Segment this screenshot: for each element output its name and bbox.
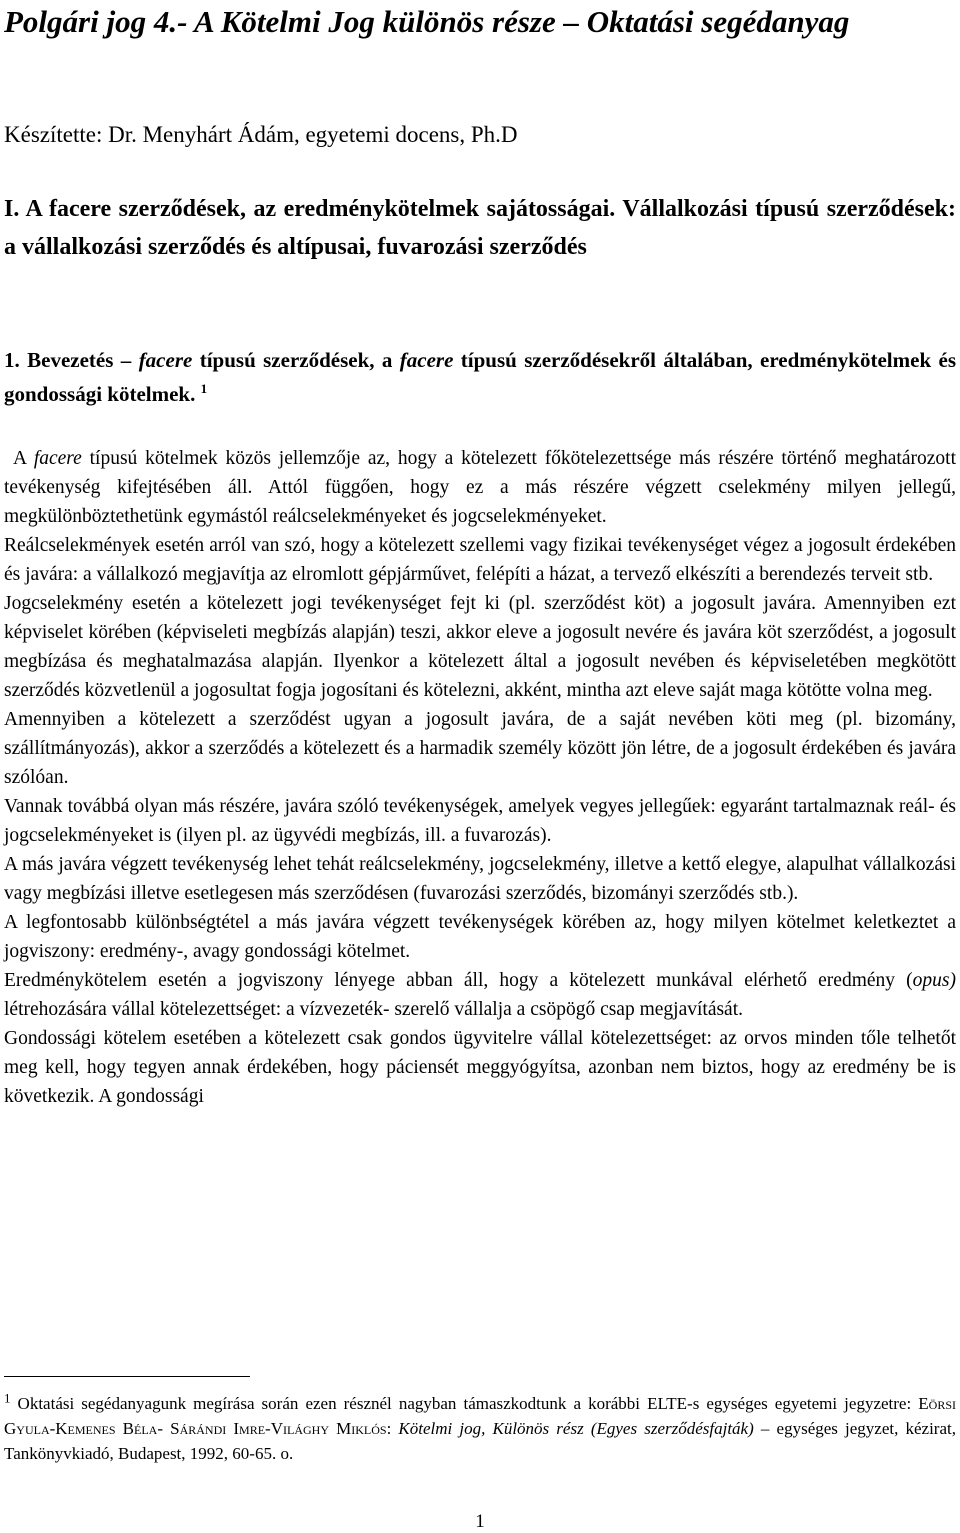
- footnote-reference[interactable]: 1: [200, 381, 208, 396]
- footnote-mark: 1: [4, 1390, 11, 1406]
- footnote: [4, 1391, 956, 1466]
- paragraph: A legfontosabb különbségtétel a más javára végzett tevékenységek körében az, hogy milyen kötelmet keletkeztet a jogviszony: eredmény-, avagy gondossági kötelmet.: [4, 912, 956, 962]
- footnote-authors: Eörsi Gyula-Kemenes Béla- Sárándi Imre-Világhy Miklós: [4, 1394, 956, 1438]
- paragraph: Amennyiben a kötelezett a szerződést ugyan a jogosult javára, de a saját nevében köti meg (pl. bizomány, szállítmányozás), akkor a szerződés a kötelezett és a harmadik személy között jön létre, de a jogosult érdekében és javára szólóan.: [4, 709, 956, 788]
- body-text: [4, 444, 956, 1111]
- footnote-sep: :: [386, 1419, 399, 1438]
- intro-term: facere: [33, 448, 82, 469]
- paragraph: Reálcselekmények esetén arról van szó, hogy a kötelezett szellemi vagy fizikai tevékenységet végez a jogosult érdekében és javára: a vállalkozó megjavítja az elromlott gépjárművet, felépíti a házat, a tervező elkészíti a berendezés terveit stb.: [4, 535, 956, 585]
- author-line: Készítette: Dr. Menyhárt Ádám, egyetemi docens, Ph.D: [4, 122, 518, 147]
- paragraph-part: Eredménykötelem esetén a jogviszony lényege abban áll, hogy a kötelezett munkával elérhető eredmény (: [4, 970, 913, 991]
- intro-rest: típusú kötelmek közös jellemzője az, hogy a kötelezett főkötelezettsége más részére történő meghatározott tevékenység kifejtésében áll. Attól függően, hogy ez a más részére végzett cselekmény milyen jellegű, megkülönböztethetünk egymástól reálcselekményeket és jogcselekményeket.: [4, 448, 956, 527]
- subsection-heading: [4, 343, 956, 411]
- footnote-book-title: Kötelmi jog, Különös rész (Egyes szerződésfajták): [398, 1419, 754, 1438]
- footnote-divider: [4, 1376, 250, 1377]
- paragraph: [4, 966, 956, 1024]
- subsection-prefix: 1. Bevezetés –: [4, 348, 139, 372]
- footnote-text-end: – egységes jegyzet, kézirat, Tankönyvkiadó, Budapest, 1992, 60-65. o.: [4, 1419, 956, 1463]
- subsection-mid-2: típusú szerződésekről általában, eredménykötelmek és gondossági kötelmek.: [4, 348, 956, 406]
- paragraph: Gondossági kötelem esetében a kötelezett csak gondos ügyvitelre vállal kötelezettséget: az orvos minden tőle telhetőt meg kell, hogy tegyen annak érdekében, hogy páciensét meggyógyítsa, azonban nem biztos, hogy az eredmény be is következik. A gondossági: [4, 1028, 956, 1107]
- paragraph: Jogcselekmény esetén a kötelezett jogi tevékenységet fejt ki (pl. szerződést köt) a jogosult javára. Amennyiben ezt képviselet körében (képviseleti megbízás alapján) teszi, akkor eleve a jogosult nevére és javára köt szerződést, a jogosult megbízása és meghatalmazása alapján. Ilyenkor a kötelezett által a jogosult nevében és képviseletében megkötött szerződés közvetlenül a jogosultat fogja jogosítani és kötelezni, akként, mintha azt eleve saját maga kötötte volna meg.: [4, 593, 956, 701]
- subsection-term-2: facere: [399, 348, 454, 372]
- subsection-mid-1: típusú szerződések, a: [192, 348, 400, 372]
- paragraph-intro: [4, 444, 956, 531]
- paragraph: Vannak továbbá olyan más részére, javára szóló tevékenységek, amelyek vegyes jellegűek: egyaránt tartalmaznak reál- és jogcselekményeket is (ilyen pl. az ügyvédi megbízás, ill. a fuvarozás).: [4, 796, 956, 846]
- page-number: 1: [475, 1511, 485, 1532]
- section-heading: I. A facere szerződések, az eredménykötelmek sajátosságai. Vállalkozási típusú szerződések: a vállalkozási szerződés és altípusai, fuvarozási szerződés: [4, 196, 956, 260]
- paragraph: A más javára végzett tevékenység lehet tehát reálcselekmény, jogcselekmény, illetve a kettő elegye, alapulhat vállalkozási vagy megbízási illetve esetlegesen más szerződésen (fuvarozási szerződés, bizományi szerződés stb.).: [4, 854, 956, 904]
- subsection-term-1: facere: [138, 348, 193, 372]
- footnote-text-start: Oktatási segédanyagunk megírása során ezen résznél nagyban támaszkodtunk a korábbi ELTE-s egységes egyetemi jegyzetre:: [10, 1394, 919, 1413]
- opus-term: opus): [912, 970, 956, 991]
- document-title: Polgári jog 4.- A Kötelmi Jog különös része – Oktatási segédanyag: [4, 4, 850, 39]
- intro-start: A: [13, 448, 34, 469]
- paragraph-part: létrehozására vállal kötelezettséget: a vízvezeték- szerelő vállalja a csöpögő csap megjavítását.: [4, 999, 744, 1020]
